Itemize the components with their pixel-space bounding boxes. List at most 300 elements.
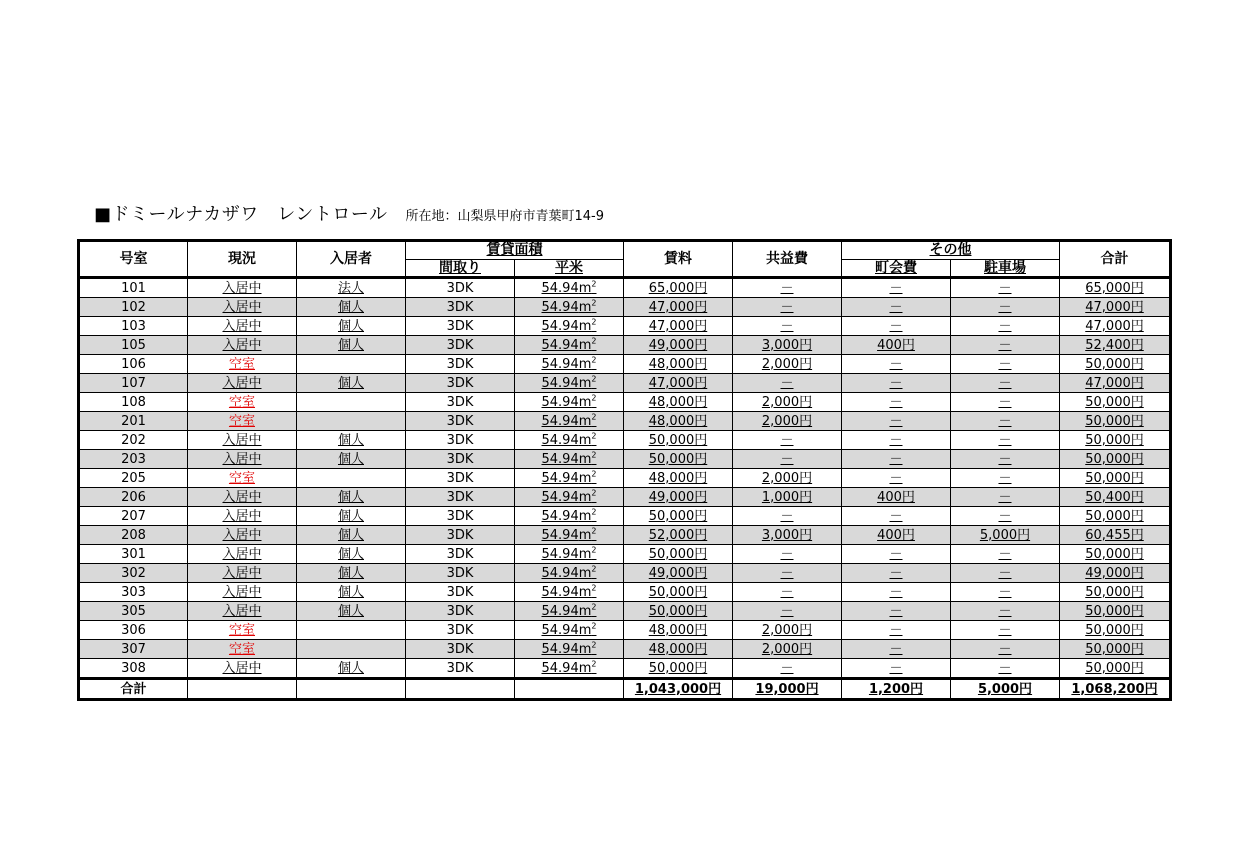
town-fee-cell: －: [842, 317, 951, 336]
table-row: [79, 507, 1171, 526]
area-value: 54.94: [541, 432, 579, 448]
total-cell: 65,000円: [1060, 278, 1171, 298]
document-title: [94, 200, 604, 224]
total-cell: 50,000円: [1060, 545, 1171, 564]
total-cell: 50,000円: [1060, 602, 1171, 621]
layout-cell: 3DK: [406, 355, 515, 374]
area-unit-superscript: 2: [591, 583, 597, 593]
total-cell: 47,000円: [1060, 374, 1171, 393]
area-unit-superscript: 2: [591, 355, 597, 365]
room-cell: 307: [79, 640, 188, 659]
room-cell: 105: [79, 336, 188, 355]
vacant-label: 空室: [228, 470, 255, 486]
town-fee-cell: －: [842, 393, 951, 412]
rent-cell: 48,000円: [624, 412, 733, 431]
area-value: 54.94: [541, 299, 579, 315]
layout-cell: 3DK: [406, 564, 515, 583]
area-value: 54.94: [541, 489, 579, 505]
area-unit: m: [578, 527, 592, 543]
rent-cell: 47,000円: [624, 374, 733, 393]
area-value: 54.94: [541, 508, 579, 524]
totals-empty: [297, 679, 406, 700]
status-cell: 入居中: [188, 278, 297, 298]
area-value: 54.94: [541, 527, 579, 543]
area-unit-superscript: 2: [591, 279, 597, 289]
area-unit-superscript: 2: [591, 469, 597, 479]
rent-cell: 47,000円: [624, 317, 733, 336]
common-fee-cell: －: [733, 450, 842, 469]
room-cell: 108: [79, 393, 188, 412]
parking-cell: －: [951, 431, 1060, 450]
area-value: 54.94: [541, 356, 579, 372]
parking-cell: －: [951, 469, 1060, 488]
layout-cell: 3DK: [406, 545, 515, 564]
status-cell: 入居中: [188, 488, 297, 507]
area-value: 54.94: [541, 280, 579, 296]
area-value: 54.94: [541, 546, 579, 562]
common-fee-cell: －: [733, 317, 842, 336]
area-value: 54.94: [541, 470, 579, 486]
area-unit: m: [578, 622, 592, 638]
parking-cell: －: [951, 278, 1060, 298]
area-unit: m: [578, 432, 592, 448]
totals-town-fee: 1,200円: [842, 679, 951, 700]
rent-cell: 50,000円: [624, 583, 733, 602]
area-cell: [515, 526, 624, 545]
parking-cell: －: [951, 545, 1060, 564]
area-unit: m: [578, 641, 592, 657]
area-unit-superscript: 2: [591, 507, 597, 517]
table-row: [79, 374, 1171, 393]
total-cell: 50,000円: [1060, 431, 1171, 450]
room-cell: 206: [79, 488, 188, 507]
layout-cell: 3DK: [406, 374, 515, 393]
header-common-fee: 共益費: [733, 241, 842, 278]
area-value: 54.94: [541, 622, 579, 638]
area-unit-superscript: 2: [591, 450, 597, 460]
status-cell: 入居中: [188, 336, 297, 355]
table-row: [79, 564, 1171, 583]
total-cell: 50,000円: [1060, 412, 1171, 431]
tenant-cell: 個人: [297, 507, 406, 526]
room-cell: 201: [79, 412, 188, 431]
tenant-cell: 個人: [297, 526, 406, 545]
area-unit: m: [578, 375, 592, 391]
status-cell: 入居中: [188, 545, 297, 564]
total-cell: 60,455円: [1060, 526, 1171, 545]
total-cell: 50,000円: [1060, 469, 1171, 488]
town-fee-cell: 400円: [842, 488, 951, 507]
table-body: [79, 278, 1171, 679]
area-unit: m: [578, 546, 592, 562]
area-unit: m: [578, 565, 592, 581]
table-row: [79, 298, 1171, 317]
common-fee-cell: －: [733, 564, 842, 583]
tenant-cell: [297, 469, 406, 488]
common-fee-cell: －: [733, 374, 842, 393]
tenant-cell: 個人: [297, 431, 406, 450]
room-cell: 303: [79, 583, 188, 602]
area-unit-superscript: 2: [591, 602, 597, 612]
totals-empty: [188, 679, 297, 700]
parking-cell: －: [951, 507, 1060, 526]
totals-parking: 5,000円: [951, 679, 1060, 700]
status-cell: 入居中: [188, 564, 297, 583]
area-value: 54.94: [541, 660, 579, 676]
rent-cell: 48,000円: [624, 640, 733, 659]
header-sqm: 平米: [515, 260, 624, 278]
tenant-cell: 個人: [297, 488, 406, 507]
totals-label: 合計: [79, 679, 188, 700]
town-fee-cell: 400円: [842, 526, 951, 545]
tenant-cell: [297, 621, 406, 640]
status-cell: [188, 412, 297, 431]
layout-cell: 3DK: [406, 278, 515, 298]
table-row: [79, 488, 1171, 507]
table-row: [79, 545, 1171, 564]
rent-cell: 49,000円: [624, 336, 733, 355]
vacant-label: 空室: [228, 413, 255, 429]
total-cell: 50,000円: [1060, 583, 1171, 602]
area-unit-superscript: 2: [591, 393, 597, 403]
area-cell: [515, 336, 624, 355]
room-cell: 302: [79, 564, 188, 583]
area-cell: [515, 355, 624, 374]
area-cell: [515, 507, 624, 526]
table-header: [79, 241, 1171, 278]
room-cell: 305: [79, 602, 188, 621]
area-unit: m: [578, 413, 592, 429]
parking-cell: －: [951, 336, 1060, 355]
header-town-fee: 町会費: [842, 260, 951, 278]
room-cell: 205: [79, 469, 188, 488]
area-unit-superscript: 2: [591, 336, 597, 346]
parking-cell: －: [951, 640, 1060, 659]
totals-empty: [515, 679, 624, 700]
totals-common-fee: 19,000円: [733, 679, 842, 700]
status-cell: [188, 393, 297, 412]
room-cell: 107: [79, 374, 188, 393]
total-cell: 50,400円: [1060, 488, 1171, 507]
rent-cell: 50,000円: [624, 602, 733, 621]
tenant-cell: [297, 393, 406, 412]
town-fee-cell: －: [842, 469, 951, 488]
status-cell: 入居中: [188, 659, 297, 679]
status-cell: 入居中: [188, 298, 297, 317]
town-fee-cell: －: [842, 659, 951, 679]
table-row: [79, 393, 1171, 412]
parking-cell: －: [951, 564, 1060, 583]
common-fee-cell: 2,000円: [733, 393, 842, 412]
area-unit-superscript: 2: [591, 317, 597, 327]
area-cell: [515, 278, 624, 298]
area-unit: m: [578, 337, 592, 353]
status-cell: 入居中: [188, 583, 297, 602]
parking-cell: －: [951, 412, 1060, 431]
area-cell: [515, 393, 624, 412]
rent-cell: 50,000円: [624, 507, 733, 526]
rent-cell: 48,000円: [624, 393, 733, 412]
tenant-cell: 個人: [297, 298, 406, 317]
tenant-cell: 個人: [297, 450, 406, 469]
common-fee-cell: 2,000円: [733, 621, 842, 640]
header-layout: 間取り: [406, 260, 515, 278]
parking-cell: －: [951, 393, 1060, 412]
area-cell: [515, 469, 624, 488]
area-value: 54.94: [541, 641, 579, 657]
header-parking: 駐車場: [951, 260, 1060, 278]
header-tenant: 入居者: [297, 241, 406, 278]
common-fee-cell: －: [733, 602, 842, 621]
layout-cell: 3DK: [406, 659, 515, 679]
area-unit-superscript: 2: [591, 374, 597, 384]
area-unit-superscript: 2: [591, 431, 597, 441]
rent-cell: 50,000円: [624, 545, 733, 564]
common-fee-cell: 2,000円: [733, 640, 842, 659]
rent-cell: 50,000円: [624, 431, 733, 450]
area-unit: m: [578, 356, 592, 372]
area-unit-superscript: 2: [591, 640, 597, 650]
total-cell: 49,000円: [1060, 564, 1171, 583]
layout-cell: 3DK: [406, 583, 515, 602]
rent-cell: 65,000円: [624, 278, 733, 298]
common-fee-cell: 2,000円: [733, 355, 842, 374]
table-row: [79, 621, 1171, 640]
tenant-cell: [297, 640, 406, 659]
header-status: 現況: [188, 241, 297, 278]
header-rent: 賃料: [624, 241, 733, 278]
parking-cell: 5,000円: [951, 526, 1060, 545]
status-cell: [188, 621, 297, 640]
area-unit: m: [578, 584, 592, 600]
layout-cell: 3DK: [406, 393, 515, 412]
status-cell: [188, 355, 297, 374]
town-fee-cell: －: [842, 450, 951, 469]
area-unit: m: [578, 299, 592, 315]
area-cell: [515, 602, 624, 621]
table-row: [79, 278, 1171, 298]
area-unit: m: [578, 470, 592, 486]
area-unit-superscript: 2: [591, 526, 597, 536]
tenant-cell: 個人: [297, 659, 406, 679]
town-fee-cell: 400円: [842, 336, 951, 355]
town-fee-cell: －: [842, 431, 951, 450]
town-fee-cell: －: [842, 507, 951, 526]
parking-cell: －: [951, 659, 1060, 679]
status-cell: 入居中: [188, 526, 297, 545]
common-fee-cell: －: [733, 507, 842, 526]
table-row: [79, 602, 1171, 621]
room-cell: 101: [79, 278, 188, 298]
layout-cell: 3DK: [406, 488, 515, 507]
room-cell: 308: [79, 659, 188, 679]
rent-cell: 47,000円: [624, 298, 733, 317]
total-cell: 50,000円: [1060, 450, 1171, 469]
vacant-label: 空室: [228, 641, 255, 657]
tenant-cell: 個人: [297, 545, 406, 564]
area-cell: [515, 564, 624, 583]
tenant-cell: [297, 355, 406, 374]
totals-total: 1,068,200円: [1060, 679, 1171, 700]
town-fee-cell: －: [842, 355, 951, 374]
area-value: 54.94: [541, 603, 579, 619]
header-room: 号室: [79, 241, 188, 278]
parking-cell: －: [951, 583, 1060, 602]
area-cell: [515, 412, 624, 431]
area-value: 54.94: [541, 565, 579, 581]
table-row: [79, 526, 1171, 545]
total-cell: 50,000円: [1060, 355, 1171, 374]
rent-cell: 48,000円: [624, 469, 733, 488]
parking-cell: －: [951, 602, 1060, 621]
status-cell: 入居中: [188, 431, 297, 450]
status-cell: 入居中: [188, 602, 297, 621]
area-unit-superscript: 2: [591, 412, 597, 422]
room-cell: 202: [79, 431, 188, 450]
town-fee-cell: －: [842, 640, 951, 659]
tenant-cell: 個人: [297, 317, 406, 336]
totals-rent: 1,043,000円: [624, 679, 733, 700]
area-value: 54.94: [541, 413, 579, 429]
town-fee-cell: －: [842, 602, 951, 621]
room-cell: 102: [79, 298, 188, 317]
room-cell: 103: [79, 317, 188, 336]
parking-cell: －: [951, 621, 1060, 640]
parking-cell: －: [951, 488, 1060, 507]
parking-cell: －: [951, 298, 1060, 317]
area-value: 54.94: [541, 318, 579, 334]
town-fee-cell: －: [842, 545, 951, 564]
common-fee-cell: 2,000円: [733, 469, 842, 488]
table-row: [79, 469, 1171, 488]
layout-cell: 3DK: [406, 640, 515, 659]
area-unit-superscript: 2: [591, 564, 597, 574]
common-fee-cell: －: [733, 545, 842, 564]
layout-cell: 3DK: [406, 526, 515, 545]
area-value: 54.94: [541, 337, 579, 353]
common-fee-cell: 3,000円: [733, 526, 842, 545]
area-unit: m: [578, 451, 592, 467]
room-cell: 301: [79, 545, 188, 564]
tenant-cell: 個人: [297, 374, 406, 393]
rent-cell: 48,000円: [624, 621, 733, 640]
tenant-cell: 個人: [297, 564, 406, 583]
rent-cell: 52,000円: [624, 526, 733, 545]
area-cell: [515, 298, 624, 317]
area-unit: m: [578, 489, 592, 505]
table-row: [79, 583, 1171, 602]
area-unit: m: [578, 318, 592, 334]
tenant-cell: 個人: [297, 602, 406, 621]
parking-cell: －: [951, 450, 1060, 469]
table-row: [79, 659, 1171, 679]
table-row: [79, 336, 1171, 355]
property-title: ■ドミールナカザワ レントロール: [94, 204, 388, 225]
common-fee-cell: －: [733, 278, 842, 298]
tenant-cell: 個人: [297, 583, 406, 602]
area-value: 54.94: [541, 584, 579, 600]
town-fee-cell: －: [842, 412, 951, 431]
header-total: 合計: [1060, 241, 1171, 278]
rent-cell: 50,000円: [624, 659, 733, 679]
town-fee-cell: －: [842, 278, 951, 298]
area-cell: [515, 431, 624, 450]
room-cell: 208: [79, 526, 188, 545]
common-fee-cell: －: [733, 659, 842, 679]
area-cell: [515, 317, 624, 336]
area-cell: [515, 640, 624, 659]
vacant-label: 空室: [228, 622, 255, 638]
layout-cell: 3DK: [406, 602, 515, 621]
room-cell: 203: [79, 450, 188, 469]
area-unit: m: [578, 660, 592, 676]
totals-row: [79, 679, 1171, 700]
header-area-group: 賃貸面積: [406, 241, 624, 260]
layout-cell: 3DK: [406, 412, 515, 431]
rent-cell: 48,000円: [624, 355, 733, 374]
common-fee-cell: 2,000円: [733, 412, 842, 431]
table-row: [79, 450, 1171, 469]
area-cell: [515, 545, 624, 564]
room-cell: 306: [79, 621, 188, 640]
layout-cell: 3DK: [406, 469, 515, 488]
area-value: 54.94: [541, 394, 579, 410]
area-unit-superscript: 2: [591, 298, 597, 308]
area-cell: [515, 488, 624, 507]
table-row: [79, 431, 1171, 450]
total-cell: 50,000円: [1060, 659, 1171, 679]
table-row: [79, 355, 1171, 374]
table-row: [79, 640, 1171, 659]
table-row: [79, 317, 1171, 336]
area-cell: [515, 583, 624, 602]
vacant-label: 空室: [228, 356, 255, 372]
town-fee-cell: －: [842, 298, 951, 317]
status-cell: 入居中: [188, 374, 297, 393]
town-fee-cell: －: [842, 374, 951, 393]
common-fee-cell: －: [733, 298, 842, 317]
area-value: 54.94: [541, 451, 579, 467]
tenant-cell: 法人: [297, 278, 406, 298]
parking-cell: －: [951, 317, 1060, 336]
table-row: [79, 412, 1171, 431]
property-address: 所在地：山梨県甲府市青葉町14-9: [405, 209, 604, 224]
total-cell: 50,000円: [1060, 393, 1171, 412]
status-cell: [188, 640, 297, 659]
rent-cell: 49,000円: [624, 564, 733, 583]
layout-cell: 3DK: [406, 621, 515, 640]
status-cell: 入居中: [188, 317, 297, 336]
town-fee-cell: －: [842, 621, 951, 640]
area-unit-superscript: 2: [591, 621, 597, 631]
layout-cell: 3DK: [406, 317, 515, 336]
area-unit-superscript: 2: [591, 659, 597, 669]
area-unit: m: [578, 394, 592, 410]
parking-cell: －: [951, 374, 1060, 393]
area-unit: m: [578, 508, 592, 524]
rent-roll-table: [77, 239, 1172, 701]
rent-cell: 49,000円: [624, 488, 733, 507]
area-unit: m: [578, 280, 592, 296]
total-cell: 47,000円: [1060, 317, 1171, 336]
total-cell: 50,000円: [1060, 507, 1171, 526]
total-cell: 52,400円: [1060, 336, 1171, 355]
header-other-group: その他: [842, 241, 1060, 260]
common-fee-cell: 3,000円: [733, 336, 842, 355]
parking-cell: －: [951, 355, 1060, 374]
town-fee-cell: －: [842, 564, 951, 583]
layout-cell: 3DK: [406, 450, 515, 469]
